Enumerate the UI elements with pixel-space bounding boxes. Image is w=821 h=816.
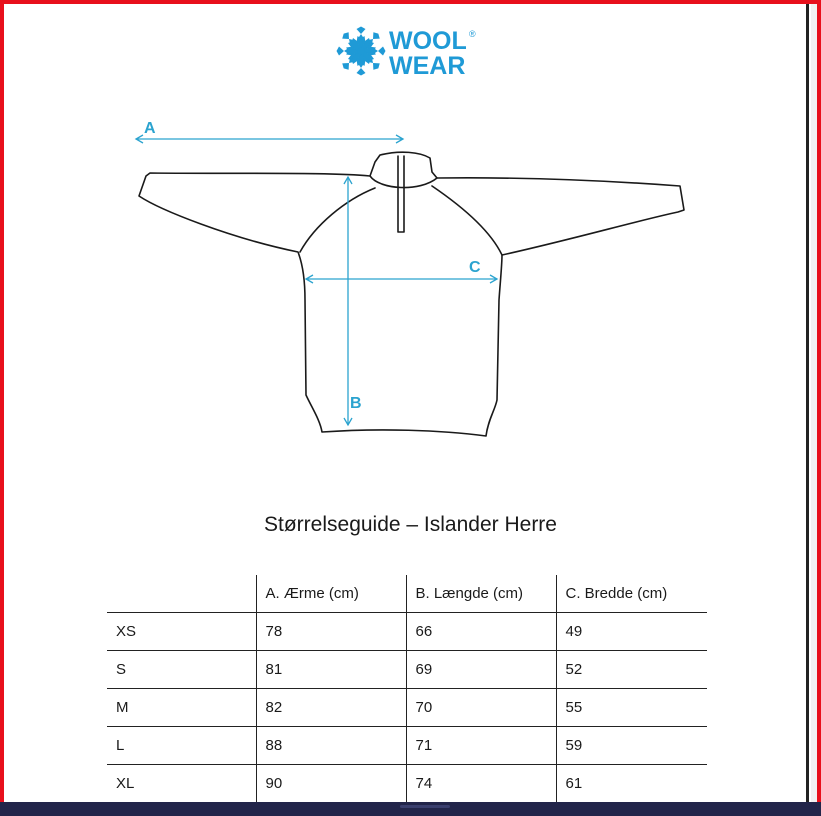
dimension-c-label: C	[469, 259, 481, 276]
right-raglan-seam	[432, 186, 502, 255]
table-header-sleeve: A. Ærme (cm)	[256, 575, 406, 613]
length-cell: 74	[406, 765, 556, 803]
length-cell: 69	[406, 651, 556, 689]
width-cell: 49	[556, 613, 707, 651]
sleeve-cell: 82	[256, 689, 406, 727]
left-raglan-seam	[300, 188, 375, 252]
size-guide-title: Størrelseguide – Islander Herre	[264, 513, 557, 536]
width-cell: 52	[556, 651, 707, 689]
width-cell: 55	[556, 689, 707, 727]
size-cell: M	[107, 689, 256, 727]
width-cell: 59	[556, 727, 707, 765]
size-cell: XS	[107, 613, 256, 651]
bottom-toolbar	[0, 802, 821, 816]
table-row	[107, 689, 707, 727]
table-row	[107, 651, 707, 689]
size-table	[107, 575, 707, 802]
size-cell: L	[107, 727, 256, 765]
table-row	[107, 765, 707, 803]
length-cell: 71	[406, 727, 556, 765]
table-header-size	[107, 575, 256, 613]
dimension-b-label: B	[350, 395, 362, 412]
sleeve-cell: 90	[256, 765, 406, 803]
table-row	[107, 727, 707, 765]
table-row	[107, 613, 707, 651]
logo-line-2: WEAR	[389, 52, 466, 80]
table-header-width: C. Bredde (cm)	[556, 575, 707, 613]
sleeve-cell: 78	[256, 613, 406, 651]
logo-line-1: WOOL	[389, 27, 467, 55]
toolbar-handle[interactable]	[400, 805, 450, 808]
size-cell: XL	[116, 775, 135, 792]
sleeve-cell: 81	[256, 651, 406, 689]
size-cell: S	[107, 651, 256, 689]
length-cell: 66	[406, 613, 556, 651]
zipper	[398, 156, 404, 232]
sleeve-cell: 88	[256, 727, 406, 765]
registered-mark: ®	[469, 29, 476, 39]
dimension-a-label: A	[144, 120, 156, 137]
table-header-length: B. Længde (cm)	[406, 575, 556, 613]
sweater-outline	[139, 152, 684, 436]
length-cell: 70	[406, 689, 556, 727]
width-cell: 61	[556, 765, 707, 803]
table-header-row	[107, 575, 707, 613]
